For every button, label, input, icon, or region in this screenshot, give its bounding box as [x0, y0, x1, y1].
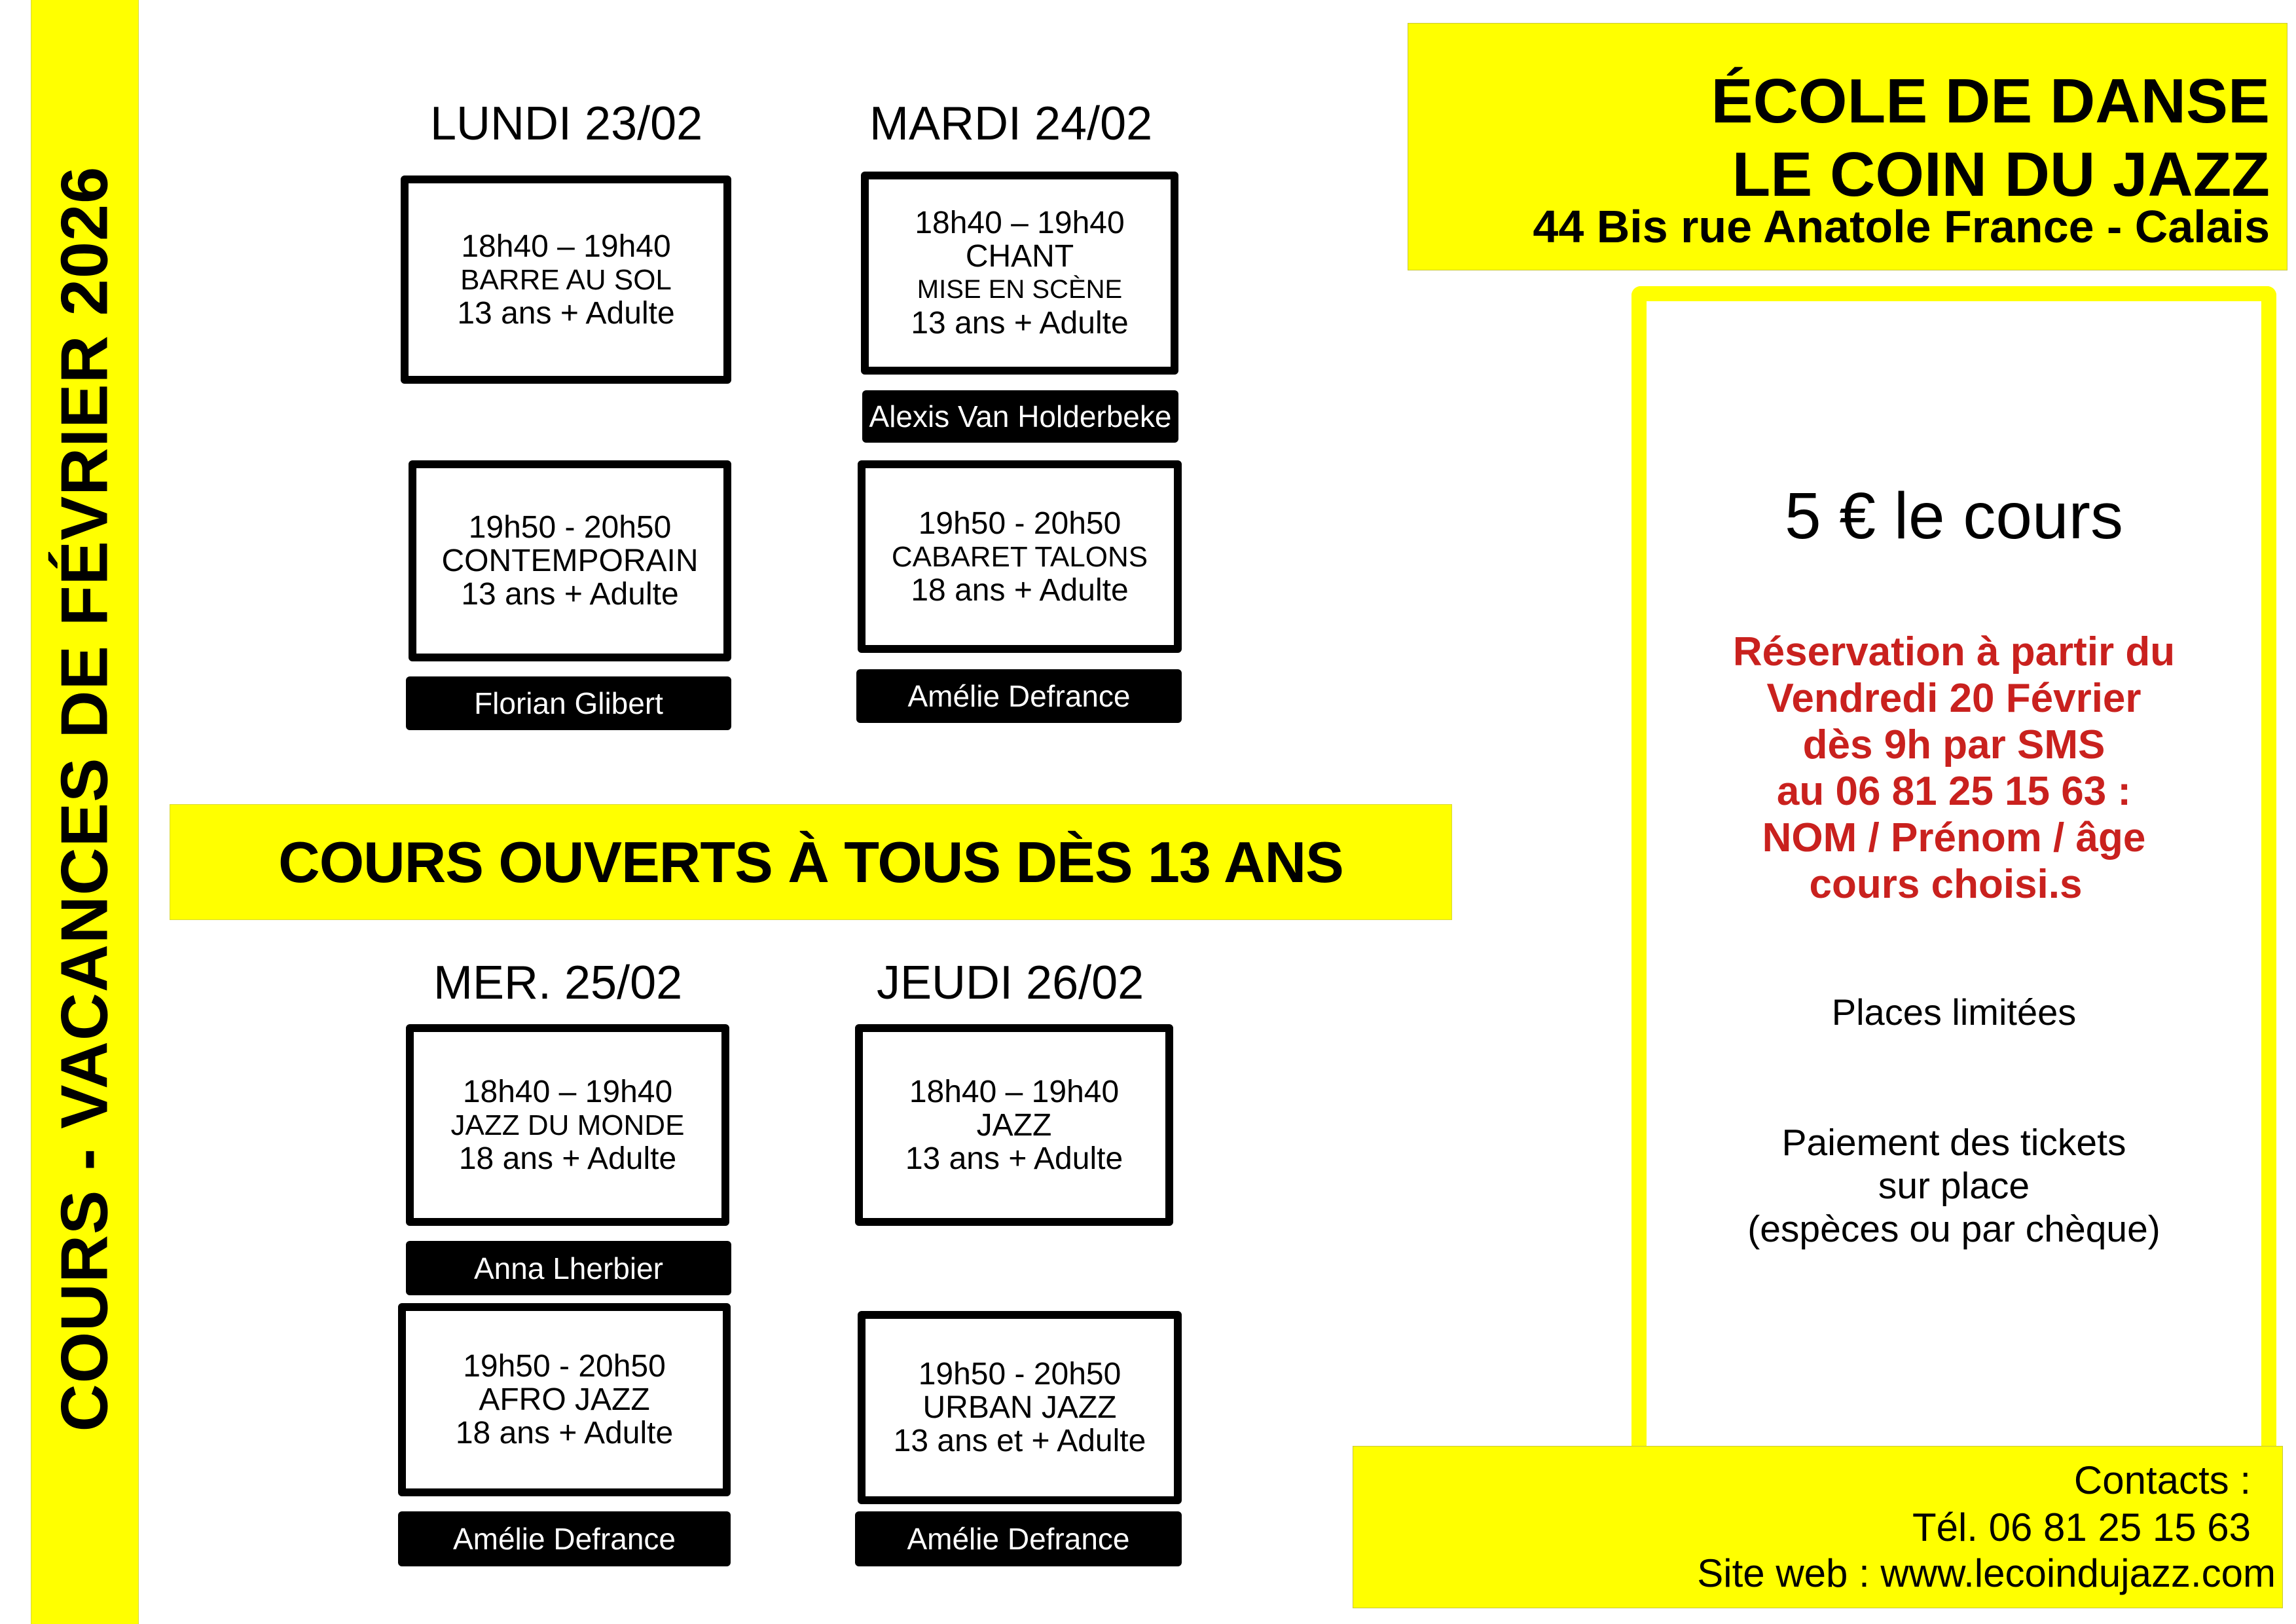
teacher-label: Amélie Defrance — [855, 1511, 1182, 1566]
course-subtitle: MISE EN SCÈNE — [917, 275, 1123, 304]
payment-info — [1647, 1121, 2261, 1251]
course-age: 18 ans + Adulte — [455, 1416, 674, 1450]
course-name: AFRO JAZZ — [479, 1382, 650, 1417]
course-time: 19h50 - 20h50 — [468, 510, 672, 545]
course-card — [406, 1024, 729, 1226]
school-address: 44 Bis rue Anatole France - Calais — [1533, 201, 2270, 252]
course-age: 13 ans et + Adulte — [893, 1424, 1146, 1458]
payment-line: Paiement des tickets — [1781, 1122, 2126, 1164]
payment-line: sur place — [1878, 1165, 2030, 1207]
course-name: CABARET TALONS — [891, 540, 1148, 573]
reservation-line: dès 9h par SMS — [1802, 722, 2105, 767]
course-card — [855, 1024, 1173, 1226]
reservation-line: Réservation à partir du — [1732, 629, 2176, 674]
school-header — [1408, 23, 2287, 270]
course-name: URBAN JAZZ — [922, 1390, 1117, 1425]
day-header-mercredi: MER. 25/02 — [433, 957, 683, 1009]
contact-phone: Tél. 06 81 25 15 63 — [1912, 1505, 2251, 1549]
course-name: CHANT — [965, 239, 1074, 274]
contacts-box — [1353, 1446, 2283, 1608]
reservation-line: cours choisi.s — [1809, 862, 2083, 907]
course-age: 13 ans + Adulte — [461, 577, 679, 612]
course-card — [858, 460, 1182, 653]
course-name: JAZZ DU MONDE — [450, 1109, 685, 1141]
teacher-label: Amélie Defrance — [856, 669, 1182, 723]
teacher-label: Amélie Defrance — [398, 1511, 731, 1566]
teacher-label: Alexis Van Holderbeke — [862, 390, 1178, 443]
course-card — [401, 175, 731, 384]
course-card — [398, 1303, 731, 1496]
course-card — [861, 172, 1178, 375]
reservation-line: au 06 81 25 15 63 : — [1776, 769, 2132, 814]
day-header-jeudi: JEUDI 26/02 — [877, 957, 1144, 1009]
course-age: 13 ans + Adulte — [457, 295, 675, 331]
contacts-title: Contacts : — [2073, 1458, 2251, 1502]
course-age: 18 ans + Adulte — [458, 1141, 677, 1176]
course-time: 19h50 - 20h50 — [918, 1357, 1121, 1392]
course-time: 18h40 – 19h40 — [461, 229, 671, 264]
teacher-label: Anna Lherbier — [406, 1241, 731, 1295]
limited-places-text: Places limitées — [1831, 991, 2077, 1033]
course-age: 13 ans + Adulte — [911, 306, 1129, 341]
course-name: JAZZ — [976, 1107, 1052, 1143]
contact-website: Site web : www.lecoindujazz.com — [1697, 1551, 2276, 1595]
price-text: 5 € le cours — [1785, 479, 2123, 553]
course-time: 19h50 - 20h50 — [463, 1349, 666, 1384]
course-name: BARRE AU SOL — [460, 263, 672, 296]
course-time: 19h50 - 20h50 — [918, 506, 1121, 541]
payment-line: (espèces ou par chèque) — [1747, 1208, 2160, 1250]
course-time: 18h40 – 19h40 — [909, 1074, 1120, 1109]
day-header-mardi: MARDI 24/02 — [869, 98, 1153, 150]
course-time: 18h40 – 19h40 — [462, 1074, 673, 1109]
course-card — [409, 460, 731, 661]
school-name-line1: ÉCOLE DE DANSE — [1711, 66, 2270, 136]
open-to-all-banner — [170, 804, 1452, 920]
day-header-lundi: LUNDI 23/02 — [430, 98, 703, 150]
course-card — [858, 1311, 1182, 1504]
course-time: 18h40 – 19h40 — [915, 206, 1125, 240]
course-name: CONTEMPORAIN — [441, 544, 699, 578]
reservation-line: NOM / Prénom / âge — [1762, 815, 2146, 860]
sidebar-title: COURS - VACANCES DE FÉVRIER 2026 — [48, 166, 121, 1432]
info-panel — [1631, 286, 2276, 1465]
course-age: 13 ans + Adulte — [905, 1141, 1123, 1176]
course-age: 18 ans + Adulte — [911, 572, 1129, 608]
school-name-line2: LE COIN DU JAZZ — [1732, 139, 2270, 210]
teacher-label: Florian Glibert — [406, 676, 731, 730]
banner-text: COURS OUVERTS À TOUS DÈS 13 ANS — [278, 829, 1343, 895]
reservation-info — [1647, 629, 2261, 908]
reservation-line: Vendredi 20 Février — [1766, 676, 2141, 721]
sidebar-band — [31, 0, 139, 1624]
